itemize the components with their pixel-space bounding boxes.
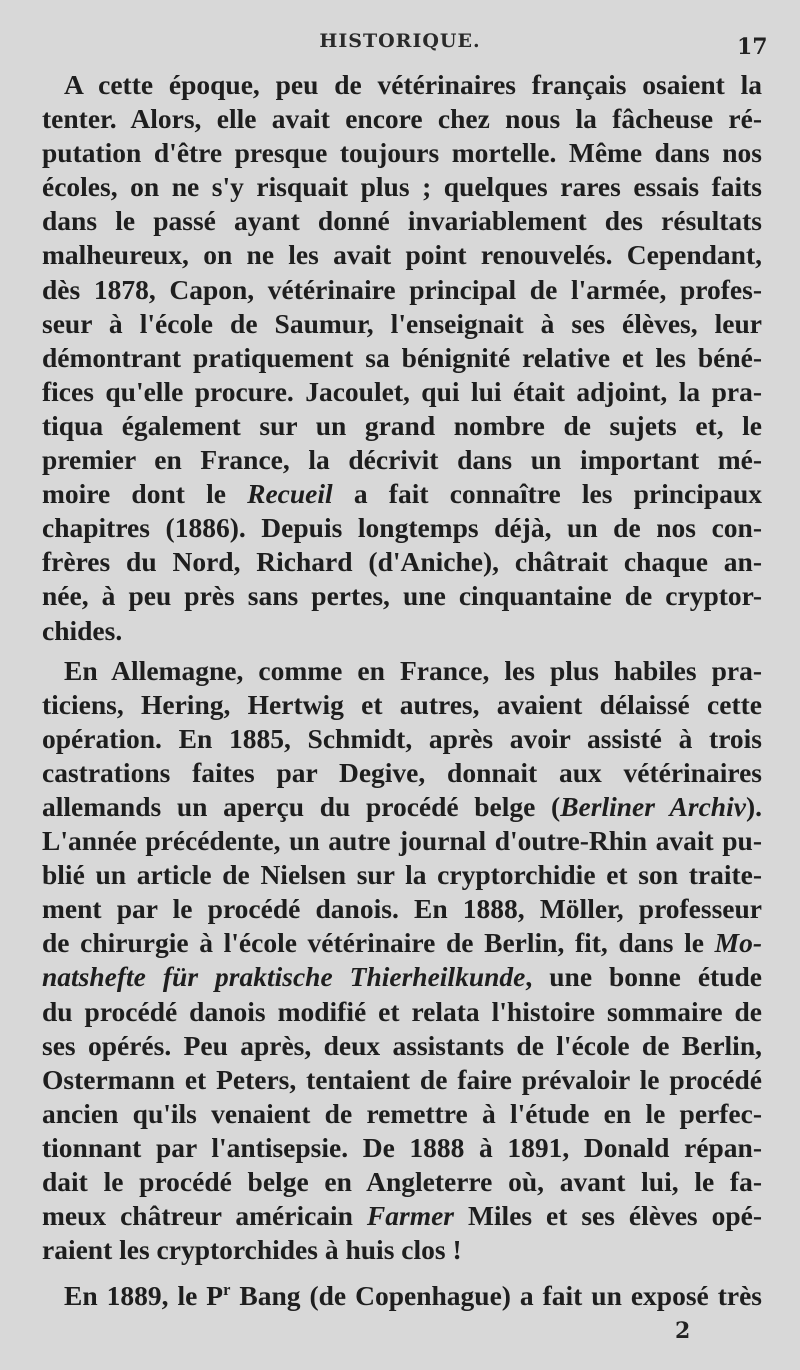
signature-mark: 2	[675, 1318, 691, 1344]
running-head: HISTORIQUE.	[319, 30, 481, 52]
text-run: meux châtreur américain	[42, 1200, 367, 1232]
text-run: Miles et ses élèves opé-	[454, 1200, 762, 1232]
text-run: allemands un aperçu du procédé belge (	[42, 790, 561, 822]
text-line: démontrant pratiquement sa bénignité relative et les béné-	[42, 341, 762, 373]
italic-title-monatshefte: Mo-	[714, 927, 762, 959]
text-line: ticiens, Hering, Hertwig et autres, avaient délaissé cette	[42, 688, 762, 720]
text-line-bang	[42, 1273, 762, 1313]
text-line: dès 1878, Capon, vétérinaire principal de l'armée, profes-	[42, 273, 762, 305]
text-line: blié un article de Nielsen sur la cryptorchidie et son traite-	[42, 859, 762, 891]
text-run: En 1889, le P	[64, 1280, 224, 1312]
page-number: 17	[737, 34, 768, 60]
text-run: moire dont le	[42, 478, 248, 510]
text-run: , une bonne étude	[525, 961, 763, 993]
text-line: raient les cryptorchides à huis clos !	[42, 1234, 462, 1266]
italic-title-monatshefte: natshefte für praktische Thierheilkunde	[42, 961, 526, 993]
text-line: A cette époque, peu de vétérinaires français osaient la	[64, 69, 762, 100]
text-line: En Allemagne, comme en France, les plus habiles pra-	[64, 654, 762, 686]
text-run: de chirurgie à l'école vétérinaire de Berlin, fit, dans le	[42, 927, 715, 959]
text-line: dans le passé ayant donné invariablement des résultats	[42, 205, 762, 237]
text-line: dait le procédé belge en Angleterre où, avant lui, le fa-	[42, 1166, 762, 1197]
text-line: ses opérés. Peu après, deux assistants de l'école de Berlin,	[42, 1029, 762, 1061]
text-line: née, à peu près sans pertes, une cinquantaine de cryptor-	[42, 580, 762, 612]
text-line-recueil	[42, 477, 762, 511]
text-line: ment par le procédé danois. En 1888, Möller, professeur	[42, 893, 762, 925]
text-line: premier en France, la décrivit dans un important mé-	[42, 444, 762, 476]
text-line: fices qu'elle procure. Jacoulet, qui lui était adjoint, la pra-	[42, 375, 762, 407]
italic-name-farmer: Farmer	[366, 1200, 455, 1232]
text-line-farmer	[42, 1199, 762, 1233]
text-line: seur à l'école de Saumur, l'enseignait à ses élèves, leur	[42, 307, 762, 339]
text-line-mo	[42, 926, 762, 960]
text-line: chapitres (1886). Depuis longtemps déjà, un de nos con-	[42, 512, 762, 544]
text-run: ).	[745, 790, 762, 822]
text-line: frères du Nord, Richard (d'Aniche), châtrait chaque an-	[42, 546, 762, 578]
text-line: écoles, on ne s'y risquait plus ; quelques rares essais faits	[42, 171, 762, 203]
text-line-monatshefte	[42, 960, 762, 994]
text-line: chides.	[42, 614, 123, 646]
paragraph-2	[42, 654, 762, 1268]
text-run: Bang (de Copenhague) a fait un exposé très	[230, 1280, 763, 1312]
text-line: tionnant par l'antisepsie. De 1888 à 1891, Donald répan-	[42, 1131, 762, 1163]
text-line-archiv	[42, 790, 762, 824]
paragraph-3	[42, 1273, 762, 1313]
text-line: putation d'être presque toujours mortelle. Même dans nos	[42, 137, 762, 169]
italic-title-recueil: Recueil	[247, 478, 333, 510]
superscript: r	[223, 1280, 231, 1300]
text-run: a fait connaître les principaux	[332, 478, 762, 510]
paragraph-1	[42, 68, 762, 648]
text-line: L'année précédente, un autre journal d'outre-Rhin avait pu-	[42, 825, 762, 857]
body-text	[42, 68, 762, 1319]
text-line: castrations faites par Degive, donnait aux vétérinaires	[42, 756, 762, 788]
text-line: du procédé danois modifié et relata l'histoire sommaire de	[42, 995, 762, 1027]
text-line: ancien qu'ils venaient de remettre à l'étude en le perfec-	[42, 1097, 762, 1129]
text-line: tenter. Alors, elle avait encore chez nous la fâcheuse ré-	[42, 103, 762, 135]
text-line: Ostermann et Peters, tentaient de faire prévaloir le procédé	[42, 1063, 762, 1095]
text-line: malheureux, on ne les avait point renouvelés. Cependant,	[42, 239, 762, 271]
text-line: opération. En 1885, Schmidt, après avoir assisté à trois	[42, 722, 762, 754]
italic-title-archiv: Berliner Archiv	[560, 790, 746, 822]
text-line: tiqua également sur un grand nombre de sujets et, le	[42, 409, 762, 441]
